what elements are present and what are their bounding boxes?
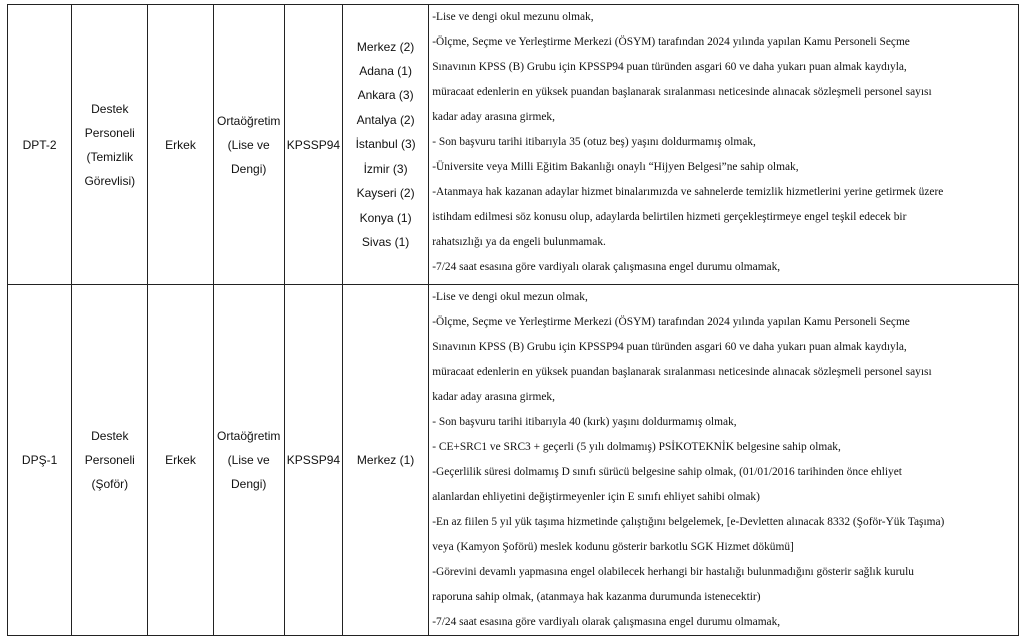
title-line: Personeli <box>84 453 135 467</box>
position-code: DPT-2 <box>8 5 72 285</box>
positions-table <box>7 4 1019 636</box>
education-line: Dengi) <box>231 161 267 176</box>
location-item: Merkez (1) <box>356 452 415 467</box>
requirement-line: -7/24 saat esasına göre vardiyalı olarak çalışmasına engel durumu olmamak, <box>432 616 781 628</box>
score-type: KPSSP94 <box>284 5 342 285</box>
requirement-line: -Görevini devamlı yapmasına engel olabilecek herhangi bir hastalığı bulunmadığını gösterir sağlık kurulu <box>432 566 914 578</box>
requirement-line: -Ölçme, Seçme ve Yerleştirme Merkezi (ÖSYM) tarafından 2024 yılında yapılan Kamu Personeli Seçme <box>432 316 910 328</box>
requirement-line: veya (Kamyon Şoförü) meslek kodunu gösterir barkotlu SGK Hizmet dökümü] <box>432 541 794 553</box>
requirement-line: raporuna sahip olmak, (atanmaya hak kazanma durumunda istenecektir) <box>432 591 761 603</box>
title-line: Görevlisi) <box>84 173 136 188</box>
location-item: Kayseri (2) <box>356 186 415 201</box>
title-line: Personeli <box>84 125 135 140</box>
location-item: Konya (1) <box>359 210 412 225</box>
requirement-line: - Son başvuru tarihi itibarıyla 40 (kırk) yaşını doldurmamış olmak, <box>432 416 737 428</box>
gender: Erkek <box>148 285 213 636</box>
title-line: Destek <box>91 429 129 443</box>
title-line: (Temizlik <box>86 149 134 164</box>
requirement-line: istihdam edilmesi söz konusu olup, adaylarda belirtilen hizmeti gerçekleştirmeye engel teşkil edecek bir <box>432 211 907 223</box>
location-item: İstanbul (3) <box>355 137 416 152</box>
requirement-line: -En az fiilen 5 yıl yük taşıma hizmetinde çalıştığını belgelemek, [e-Devletten alınacak 8332 (Şoför-Yük Taşıma) <box>432 516 945 528</box>
requirement-line: -Geçerlilik süresi dolmamış D sınıfı sürücü belgesine sahip olmak, (01/01/2016 tarihinden önce ehliyet <box>432 466 902 478</box>
requirement-line: -7/24 saat esasına göre vardiyalı olarak çalışmasına engel durumu olmamak, <box>432 261 781 273</box>
position-title <box>72 285 148 636</box>
education-line: Dengi) <box>231 477 267 491</box>
locations <box>342 285 428 636</box>
requirement-line: rahatsızlığı ya da engeli bulunmamak. <box>432 236 606 248</box>
location-item: Sivas (1) <box>361 234 410 249</box>
requirements <box>429 5 1019 285</box>
position-title <box>72 5 148 285</box>
requirement-line: - Son başvuru tarihi itibarıyla 35 (otuz beş) yaşını doldurmamış olmak, <box>432 136 756 148</box>
requirement-line: -Atanmaya hak kazanan adaylar hizmet binalarımızda ve sahnelerde temizlik hizmetlerini yerine getirmek üzere <box>432 186 944 198</box>
education <box>213 5 284 285</box>
requirements <box>429 285 1019 636</box>
education-line: Ortaöğretim <box>217 113 281 128</box>
requirement-line: alanlardan ehliyetini değiştirmeyenler için E sınıfı ehliyet sahibi olmak) <box>432 491 760 503</box>
education-line: (Lise ve <box>227 137 270 152</box>
title-line: Destek <box>91 101 129 116</box>
requirement-line: kadar aday arasına girmek, <box>432 111 555 123</box>
education <box>213 285 284 636</box>
location-item: Ankara (3) <box>357 88 414 103</box>
requirement-line: müracaat edenlerin en yüksek puandan başlanarak sıralanması neticesinde alınacak sözleşmeli personel sayısı <box>432 86 932 98</box>
position-code: DPŞ-1 <box>8 285 72 636</box>
gender: Erkek <box>148 5 213 285</box>
table-row <box>8 285 1019 636</box>
score-type: KPSSP94 <box>284 285 342 636</box>
location-item: Adana (1) <box>359 64 412 79</box>
requirement-line: -Lise ve dengi okul mezunu olmak, <box>432 11 594 23</box>
location-item: Antalya (2) <box>356 112 415 127</box>
requirement-line: -Üniversite veya Milli Eğitim Bakanlığı onaylı “Hijyen Belgesi”ne sahip olmak, <box>432 161 799 173</box>
requirement-line: - CE+SRC1 ve SRC3 + geçerli (5 yılı dolmamış) PSİKOTEKNİK belgesine sahip olmak, <box>432 441 841 453</box>
requirement-line: Sınavının KPSS (B) Grubu için KPSSP94 puan türünden asgari 60 ve daha yukarı puan almak kaydıyla, <box>432 341 907 353</box>
requirement-line: -Ölçme, Seçme ve Yerleştirme Merkezi (ÖSYM) tarafından 2024 yılında yapılan Kamu Personeli Seçme <box>432 36 910 48</box>
requirement-line: Sınavının KPSS (B) Grubu için KPSSP94 puan türünden asgari 60 ve daha yukarı puan almak kaydıyla, <box>432 61 907 73</box>
location-item: İzmir (3) <box>363 161 408 176</box>
location-item: Merkez (2) <box>356 39 415 54</box>
locations <box>342 5 428 285</box>
title-line: (Şoför) <box>91 477 129 491</box>
education-line: Ortaöğretim <box>217 429 281 443</box>
table-row <box>8 5 1019 285</box>
requirement-line: kadar aday arasına girmek, <box>432 391 555 403</box>
education-line: (Lise ve <box>227 453 270 467</box>
requirement-line: müracaat edenlerin en yüksek puandan başlanarak sıralanması neticesinde alınacak sözleşmeli personel sayısı <box>432 366 932 378</box>
requirement-line: -Lise ve dengi okul mezun olmak, <box>432 291 588 303</box>
